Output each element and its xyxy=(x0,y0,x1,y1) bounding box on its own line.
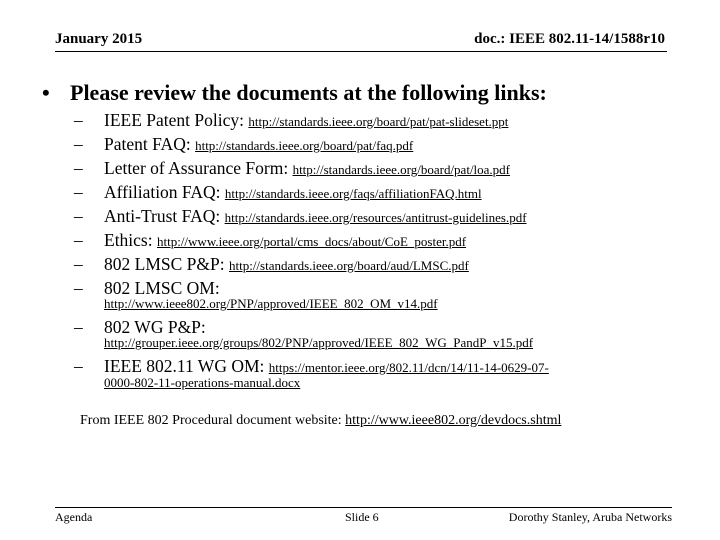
item-label: Letter of Assurance Form: xyxy=(104,158,289,178)
dash-icon: – xyxy=(74,182,83,202)
item-label: Patent FAQ: xyxy=(104,134,191,154)
item-label: 802 WG P&P: xyxy=(104,317,206,337)
item-link[interactable]: http://standards.ieee.org/board/pat/faq.pdf xyxy=(195,138,414,153)
item-link-continued[interactable]: 0000-802-11-operations-manual.docx xyxy=(104,375,301,390)
source-note xyxy=(80,413,561,429)
item-link[interactable]: http://standards.ieee.org/board/pat/pat-slideset.ppt xyxy=(248,114,509,129)
item-link[interactable]: http://standards.ieee.org/board/aud/LMSC.pdf xyxy=(228,258,469,273)
dash-icon: – xyxy=(74,110,83,130)
dash-icon: – xyxy=(74,230,83,250)
list-item xyxy=(74,356,549,377)
item-link[interactable]: https://mentor.ieee.org/802.11/dcn/14/11-14-0629-07- xyxy=(268,360,549,375)
header-rule xyxy=(55,51,667,52)
bullet-icon: • xyxy=(42,80,50,105)
list-item xyxy=(74,206,527,227)
list-item xyxy=(74,254,469,275)
item-label: 802 LMSC OM: xyxy=(104,278,220,298)
list-item xyxy=(74,134,413,155)
item-link[interactable]: http://www.ieee802.org/PNP/approved/IEEE_802_OM_v14.pdf xyxy=(104,296,438,311)
dash-icon: – xyxy=(74,317,83,337)
footer-rule xyxy=(55,507,672,508)
list-item xyxy=(74,158,510,179)
source-note-link[interactable]: http://www.ieee802.org/devdocs.shtml xyxy=(345,413,562,428)
source-note-prefix: From IEEE 802 Procedural document website: xyxy=(80,413,346,428)
item-link[interactable]: http://www.ieee.org/portal/cms_docs/about/CoE_poster.pdf xyxy=(156,234,467,249)
item-label: IEEE Patent Policy: xyxy=(104,110,244,130)
main-heading-text: Please review the documents at the following links: xyxy=(70,80,547,105)
header-doc-id: doc.: IEEE 802.11-14/1588r10 xyxy=(474,31,665,47)
list-item-sublink xyxy=(104,335,533,351)
slide-number: Slide 6 xyxy=(345,510,379,524)
dash-icon: – xyxy=(74,356,83,376)
item-label: Affiliation FAQ: xyxy=(104,182,221,202)
footer-left: Agenda xyxy=(55,510,93,524)
main-heading xyxy=(42,80,547,106)
list-item-sublink xyxy=(104,296,438,312)
dash-icon: – xyxy=(74,278,83,298)
dash-icon: – xyxy=(74,254,83,274)
header-date: January 2015 xyxy=(55,31,143,47)
item-label: Ethics: xyxy=(104,230,153,250)
item-label: Anti-Trust FAQ: xyxy=(104,206,221,226)
dash-icon: – xyxy=(74,134,83,154)
item-link[interactable]: http://grouper.ieee.org/groups/802/PNP/approved/IEEE_802_WG_PandP_v15.pdf xyxy=(104,335,534,350)
item-link[interactable]: http://standards.ieee.org/board/pat/loa.pdf xyxy=(292,162,511,177)
list-item xyxy=(74,230,466,251)
item-link[interactable]: http://standards.ieee.org/resources/antitrust-guidelines.pdf xyxy=(224,210,527,225)
dash-icon: – xyxy=(74,206,83,226)
footer-author: Dorothy Stanley, Aruba Networks xyxy=(508,510,672,524)
list-item-sublink xyxy=(104,375,300,391)
item-label: IEEE 802.11 WG OM: xyxy=(104,356,265,376)
list-item xyxy=(74,182,482,203)
list-item xyxy=(74,110,508,131)
dash-icon: – xyxy=(74,158,83,178)
item-link[interactable]: http://standards.ieee.org/faqs/affiliationFAQ.html xyxy=(224,186,482,201)
item-label: 802 LMSC P&P: xyxy=(104,254,225,274)
